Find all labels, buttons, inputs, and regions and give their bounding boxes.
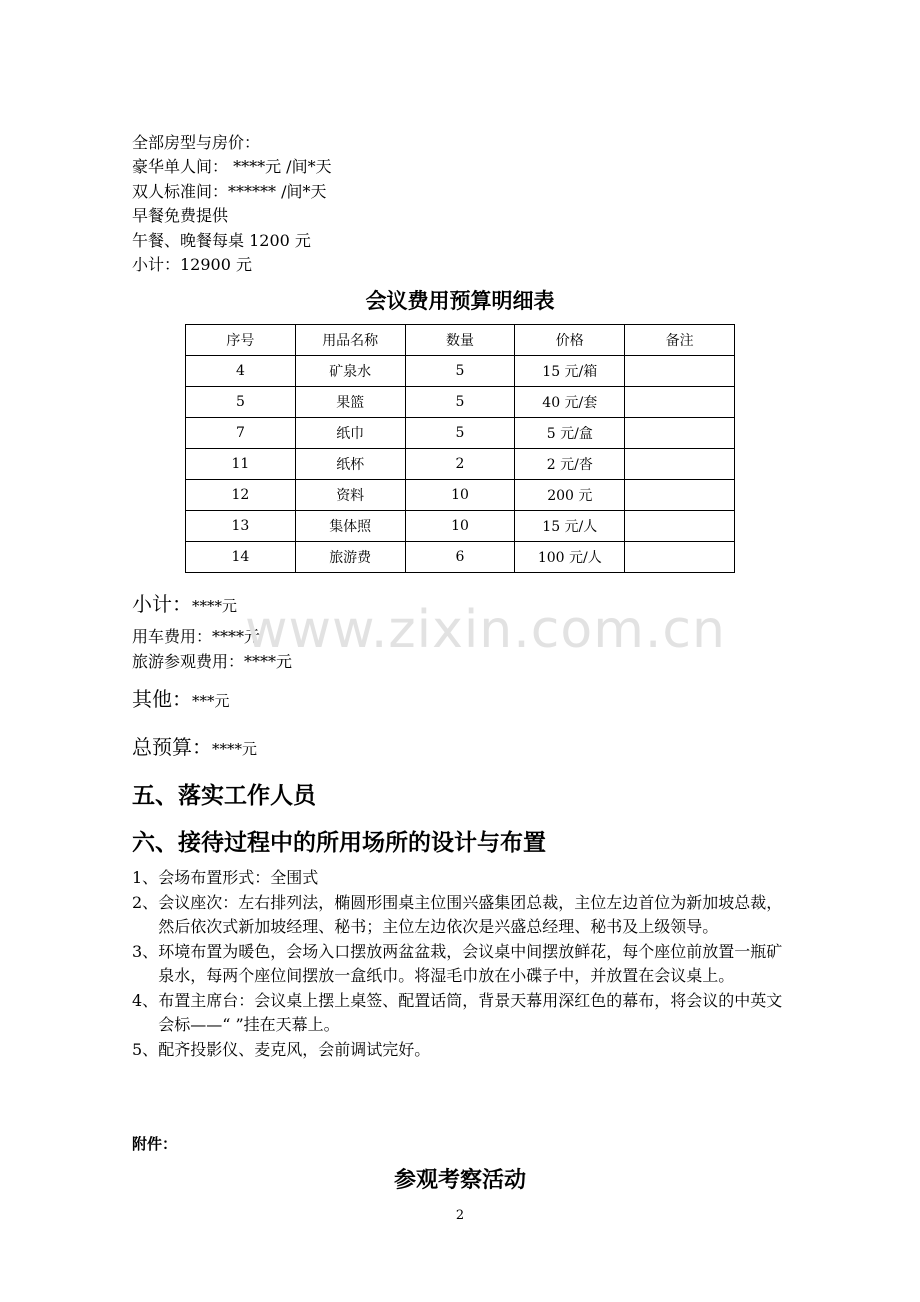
cell-quantity: 5 xyxy=(405,356,515,387)
cell-remarks xyxy=(625,542,735,573)
cell-price: 15 元/箱 xyxy=(515,356,625,387)
cell-price: 15 元/人 xyxy=(515,511,625,542)
cell-remarks xyxy=(625,356,735,387)
cell-item-name: 纸杯 xyxy=(295,449,405,480)
intro-line-room-types: 全部房型与房价： xyxy=(132,133,261,152)
attachment-label: 附件： xyxy=(132,1135,178,1153)
cell-quantity: 10 xyxy=(405,511,515,542)
subtotal-value: ****元 xyxy=(192,597,238,615)
cell-index: 12 xyxy=(186,480,296,511)
cell-index: 13 xyxy=(186,511,296,542)
cell-index: 4 xyxy=(186,356,296,387)
cell-remarks xyxy=(625,511,735,542)
header-item-name: 用品名称 xyxy=(295,325,405,356)
cell-item-name: 资料 xyxy=(295,480,405,511)
list-item-number: 1、 xyxy=(132,868,159,887)
section-5-heading: 五、落实工作人员 xyxy=(132,783,316,809)
cell-quantity: 5 xyxy=(405,387,515,418)
cell-item-name: 果篮 xyxy=(295,387,405,418)
cell-index: 5 xyxy=(186,387,296,418)
section-6-heading: 六、接待过程中的所用场所的设计与布置 xyxy=(132,830,546,856)
list-item-text: 环境布置为暖色，会场入口摆放两盆盆栽，会议桌中间摆放鲜花，每个座位前放置一瓶矿泉水，每两个座位间摆放一盒纸巾。将湿毛巾放在小碟子中，并放置在会议桌上。 xyxy=(158,941,783,985)
cell-quantity: 10 xyxy=(405,480,515,511)
intro-line-deluxe-single: 豪华单人间： ****元 /间*天 xyxy=(132,157,332,176)
list-item-number: 2、 xyxy=(132,892,159,912)
table-row xyxy=(186,356,735,387)
watermark: www.zixin.com.cn xyxy=(245,600,726,660)
subtotal-label: 小计： xyxy=(132,592,192,616)
cell-price: 100 元/人 xyxy=(515,542,625,573)
header-index: 序号 xyxy=(186,325,296,356)
cell-item-name: 集体照 xyxy=(295,511,405,542)
list-item xyxy=(132,940,792,989)
header-price: 价格 xyxy=(515,325,625,356)
cell-quantity: 5 xyxy=(405,418,515,449)
other-value: ***元 xyxy=(192,692,230,710)
intro-line-subtotal: 小计：12900 元 xyxy=(132,255,252,274)
cell-remarks xyxy=(625,387,735,418)
cell-quantity: 6 xyxy=(405,542,515,573)
intro-line-breakfast: 早餐免费提供 xyxy=(132,206,229,225)
intro-line-double-standard: 双人标准间：****** /间*天 xyxy=(132,182,327,201)
cell-item-name: 旅游费 xyxy=(295,542,405,573)
cell-index: 11 xyxy=(186,449,296,480)
table-row xyxy=(186,449,735,480)
list-item-text: 会议座次：左右排列法，椭圆形围桌主位围兴盛集团总裁，主位左边首位为新加坡总裁，然后依次式新加坡经理、秘书；主位左边依次是兴盛总经理、秘书及上级领导。 xyxy=(158,892,783,936)
cell-item-name: 矿泉水 xyxy=(295,356,405,387)
list-item xyxy=(132,1038,792,1063)
total-label: 总预算： xyxy=(132,735,212,759)
cell-remarks xyxy=(625,480,735,511)
list-item-text: 配齐投影仪、麦克风，会前调试完好。 xyxy=(158,1039,431,1059)
list-item xyxy=(132,891,792,940)
list-item-text: 会场布置形式：全围式 xyxy=(158,868,319,887)
list-item-number: 5、 xyxy=(132,1039,159,1059)
car-fee-line: 用车费用：****元 xyxy=(132,627,261,646)
header-quantity: 数量 xyxy=(405,325,515,356)
appendix-title: 参观考察活动 xyxy=(393,1168,526,1193)
subtotal-line xyxy=(132,589,237,621)
section-6-list xyxy=(132,866,792,1062)
total-value: ****元 xyxy=(212,740,258,758)
cell-remarks xyxy=(625,449,735,480)
cell-item-name: 纸巾 xyxy=(295,418,405,449)
budget-table xyxy=(185,324,735,573)
other-label: 其他： xyxy=(132,687,192,711)
table-row xyxy=(186,480,735,511)
intro-line-lunch-dinner: 午餐、晚餐每桌 1200 元 xyxy=(132,231,311,250)
table-row xyxy=(186,418,735,449)
cell-price: 200 元 xyxy=(515,480,625,511)
list-item-number: 3、 xyxy=(132,941,159,961)
other-line xyxy=(132,684,230,716)
table-row xyxy=(186,511,735,542)
cell-index: 7 xyxy=(186,418,296,449)
table-row xyxy=(186,387,735,418)
page-number: 2 xyxy=(455,1208,465,1223)
cell-price: 40 元/套 xyxy=(515,387,625,418)
list-item xyxy=(132,866,792,891)
budget-table-title: 会议费用预算明细表 xyxy=(365,289,555,313)
cell-quantity: 2 xyxy=(405,449,515,480)
cell-remarks xyxy=(625,418,735,449)
tour-fee-line: 旅游参观费用：****元 xyxy=(132,652,293,671)
cell-price: 2 元/沓 xyxy=(515,449,625,480)
header-remarks: 备注 xyxy=(625,325,735,356)
total-line xyxy=(132,732,257,764)
cell-price: 5 元/盒 xyxy=(515,418,625,449)
table-header-row xyxy=(186,325,735,356)
list-item xyxy=(132,989,792,1038)
table-row xyxy=(186,542,735,573)
list-item-number: 4、 xyxy=(132,990,159,1010)
cell-index: 14 xyxy=(186,542,296,573)
list-item-text: 布置主席台：会议桌上摆上桌签、配置话筒，背景天幕用深红色的幕布，将会议的中英文会标——“ ”挂在天幕上。 xyxy=(158,990,783,1034)
